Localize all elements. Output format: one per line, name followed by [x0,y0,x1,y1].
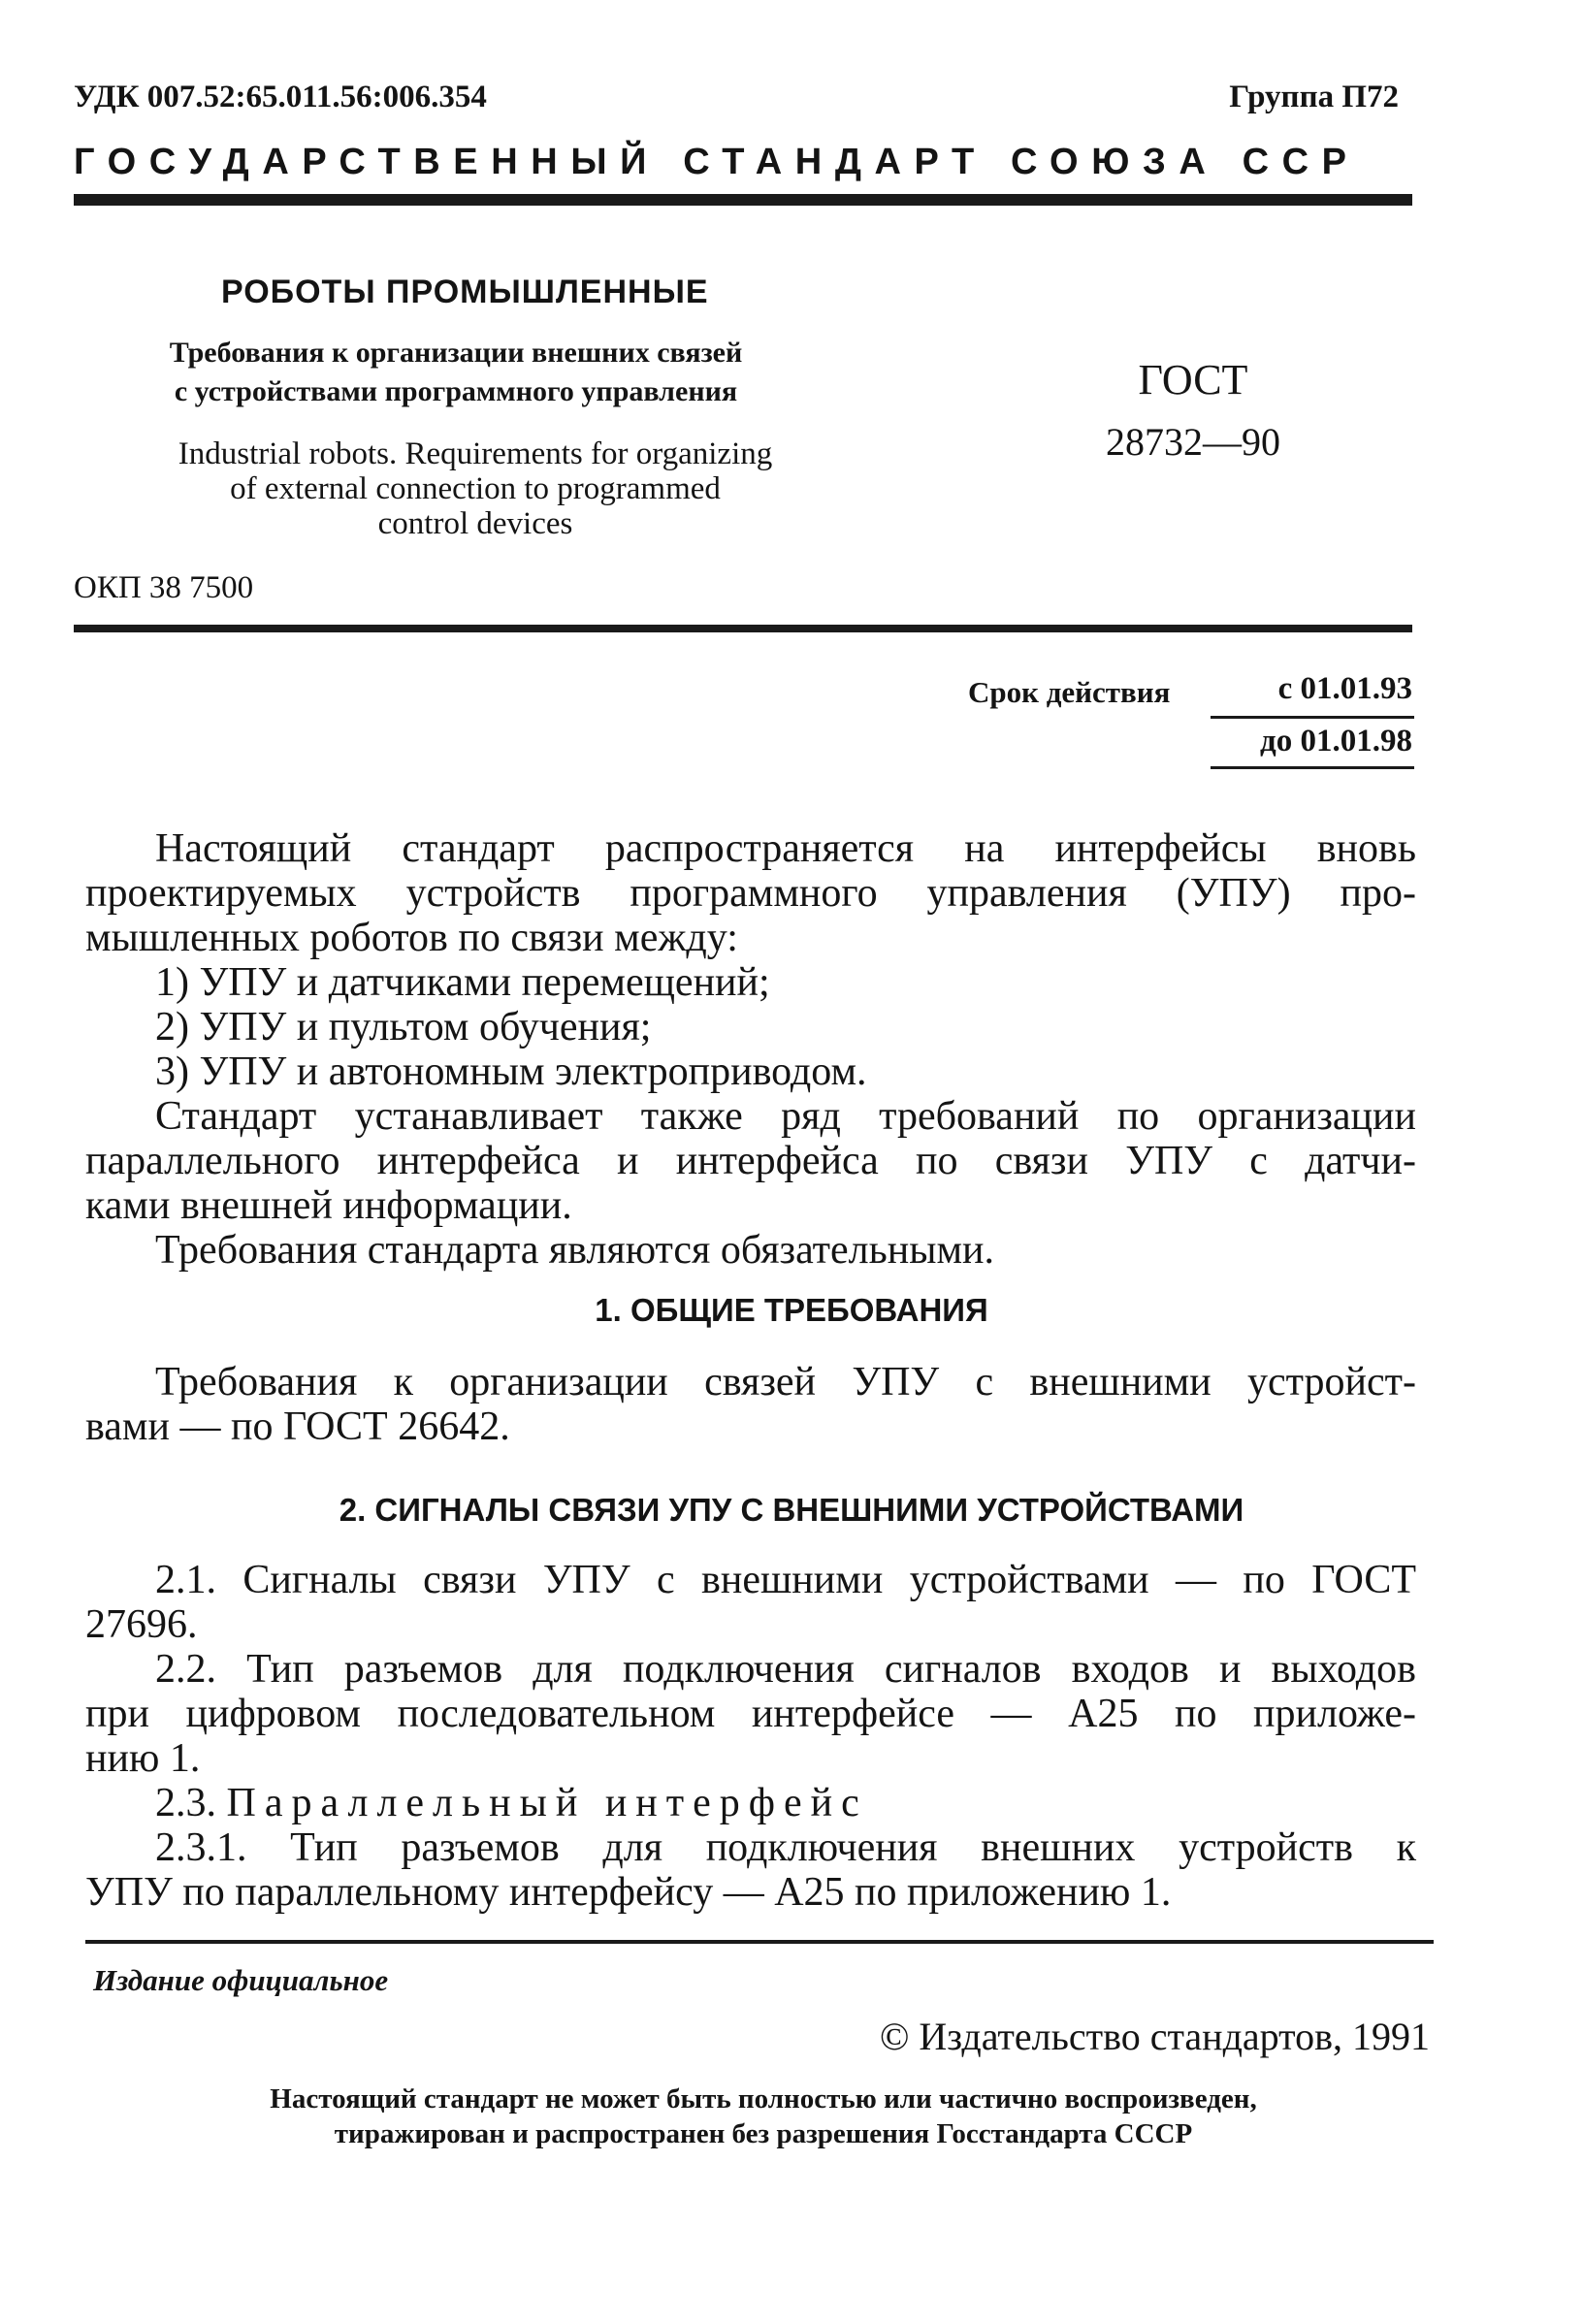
footer-rule [85,1940,1434,1944]
okp-code: ОКП 38 7500 [74,570,254,605]
subtitle-en-line-3: control devices [377,506,573,541]
intro-line-2: проектируемых устройств программного управления (УПУ) про- [85,871,1416,916]
section-2-paragraphs [85,1558,1416,1915]
list-item-2: 2) УПУ и пультом обучения; [155,1005,652,1049]
clause-2-2-line-1: 2.2. Тип разъемов для подключения сигналов входов и выходов [155,1647,1416,1692]
section-1-paragraph [85,1360,1416,1449]
clause-2-2-line-3: нию 1. [85,1736,201,1781]
document-title: РОБОТЫ ПРОМЫШЛЕННЫЕ [221,274,709,310]
subtitle-ru-line-1: Требования к организации внешних связей [169,337,743,369]
validity-underline-2 [1211,766,1414,769]
gost-number: 28732—90 [1106,420,1280,464]
section-1-heading: 1. ОБЩИЕ ТРЕБОВАНИЯ [595,1292,988,1328]
standard-banner: ГОСУДАРСТВЕННЫЙ СТАНДАРТ СОЮЗА ССР [74,142,1360,182]
reproduction-notice-line-2: тиражирован и распространен без разрешения Госстандарта СССР [334,2118,1193,2149]
clause-2-3-1-line-1: 2.3.1. Тип разъемов для подключения внешних устройств к [155,1825,1416,1870]
clause-2-3-number: 2.3. [155,1781,216,1825]
clause-2-1-line-2: 27696. [85,1602,198,1647]
reproduction-notice-line-1: Настоящий стандарт не может быть полностью или частично воспроизведен, [270,2083,1257,2114]
validity-label: Срок действия [968,675,1171,709]
copyright-symbol: © [879,2015,910,2058]
clause-2-1-line-1: 2.1. Сигналы связи УПУ с внешними устройствами — по ГОСТ [155,1558,1416,1602]
subtitle-ru-line-2: с устройствами программного управления [174,375,738,407]
scope-line-2: параллельного интерфейса и интерфейса по связи УПУ с датчи- [85,1139,1416,1183]
intro-line-3: мышленных роботов по связи между: [85,916,738,960]
list-item-3: 3) УПУ и автономным электроприводом. [155,1049,867,1094]
subtitle-en-line-2: of external connection to programmed [230,471,721,506]
clause-2-3 [85,1781,1416,1825]
edition-label: Издание официальное [93,1963,389,1997]
udk-code: УДК 007.52:65.011.56:006.354 [74,80,487,114]
section-1-line-1: Требования к организации связей УПУ с внешними устройст- [155,1360,1416,1404]
subtitle-en-line-1: Industrial robots. Requirements for organizing [178,436,773,471]
copyright-line [880,2014,1430,2059]
validity-to: до 01.01.98 [1260,724,1412,759]
clause-2-3-1-line-2: УПУ по параллельному интерфейсу — А25 по приложению 1. [85,1870,1172,1915]
validity-from: с 01.01.93 [1277,671,1412,706]
list-item-1: 1) УПУ и датчиками перемещений; [155,960,770,1005]
intro-line-1: Настоящий стандарт распространяется на интерфейсы вновь [155,826,1416,871]
gost-label: ГОСТ [1138,356,1248,403]
scope-line-1: Стандарт устанавливает также ряд требований по организации [155,1094,1416,1139]
clause-2-2-line-2: при цифровом последовательном интерфейсе — А25 по приложе- [85,1692,1416,1736]
intro-paragraph [85,826,1416,1273]
copyright-text: Издательство стандартов, 1991 [919,2015,1430,2058]
clause-2-3-title: Параллельный интерфейс [226,1781,868,1825]
group-code: Группа П72 [1229,80,1399,114]
section-2-heading: 2. СИГНАЛЫ СВЯЗИ УПУ С ВНЕШНИМИ УСТРОЙСТВАМИ [339,1492,1244,1528]
scope-line-3: ками внешней информации. [85,1183,572,1228]
section-1-line-2: вами — по ГОСТ 26642. [85,1404,510,1449]
mandatory-line: Требования стандарта являются обязательными. [155,1228,995,1273]
title-rule [74,625,1412,632]
validity-underline-1 [1211,716,1414,719]
header-rule [74,194,1412,206]
